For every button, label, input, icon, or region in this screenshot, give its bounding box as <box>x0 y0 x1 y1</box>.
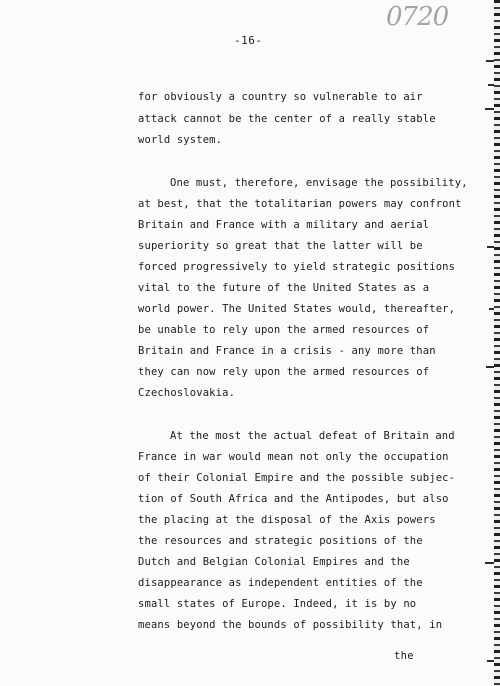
text-line: the placing at the disposal of the Axis powers <box>138 514 436 526</box>
text-line: the resources and strategic positions of the <box>138 535 423 547</box>
text-line: vital to the future of the United States as a <box>138 282 430 294</box>
text-line: Britain and France in a crisis - any more than <box>138 345 436 357</box>
text-line: Czechoslovakia. <box>138 387 236 399</box>
scan-edge-mark <box>489 308 494 310</box>
text-line: be unable to rely upon the armed resources of <box>138 324 430 336</box>
scan-edge-mark <box>485 562 494 564</box>
text-line: Dutch and Belgian Colonial Empires and the <box>138 556 410 568</box>
text-line: France in war would mean not only the occupation <box>138 451 449 463</box>
scan-edge-strip <box>494 0 500 686</box>
scan-edge-mark <box>485 108 494 110</box>
scan-edge-mark <box>486 366 494 368</box>
scan-edge-mark <box>486 60 494 62</box>
text-line: tion of South Africa and the Antipodes, but also <box>138 493 449 505</box>
scan-edge-mark <box>487 246 494 248</box>
text-line: small states of Europe. Indeed, it is by no <box>138 598 417 610</box>
catchword: the <box>394 650 414 662</box>
text-line: Britain and France with a military and aerial <box>138 219 430 231</box>
paragraph-first-line: At the most the actual defeat of Britain and <box>170 430 455 442</box>
text-line: for obviously a country so vulnerable to air <box>138 91 423 103</box>
text-line: world power. The United States would, thereafter, <box>138 303 456 315</box>
text-line: attack cannot be the center of a really stable <box>138 113 436 125</box>
text-line: forced progressively to yield strategic positions <box>138 261 456 273</box>
text-line: means beyond the bounds of possibility that, in <box>138 619 443 631</box>
text-line: superiority so great that the latter will be <box>138 240 423 252</box>
handwritten-archive-number: 0720 <box>386 2 449 32</box>
page-number: -16- <box>234 34 263 47</box>
text-line: of their Colonial Empire and the possible subjec- <box>138 472 456 484</box>
scan-edge-mark <box>488 84 494 86</box>
text-line: at best, that the totalitarian powers may confront <box>138 198 462 210</box>
paragraph-first-line: One must, therefore, envisage the possibility, <box>170 177 468 189</box>
scan-edge-mark <box>487 660 494 662</box>
text-line: world system. <box>138 134 223 146</box>
text-line: disappearance as independent entities of the <box>138 577 423 589</box>
text-line: they can now rely upon the armed resources of <box>138 366 430 378</box>
